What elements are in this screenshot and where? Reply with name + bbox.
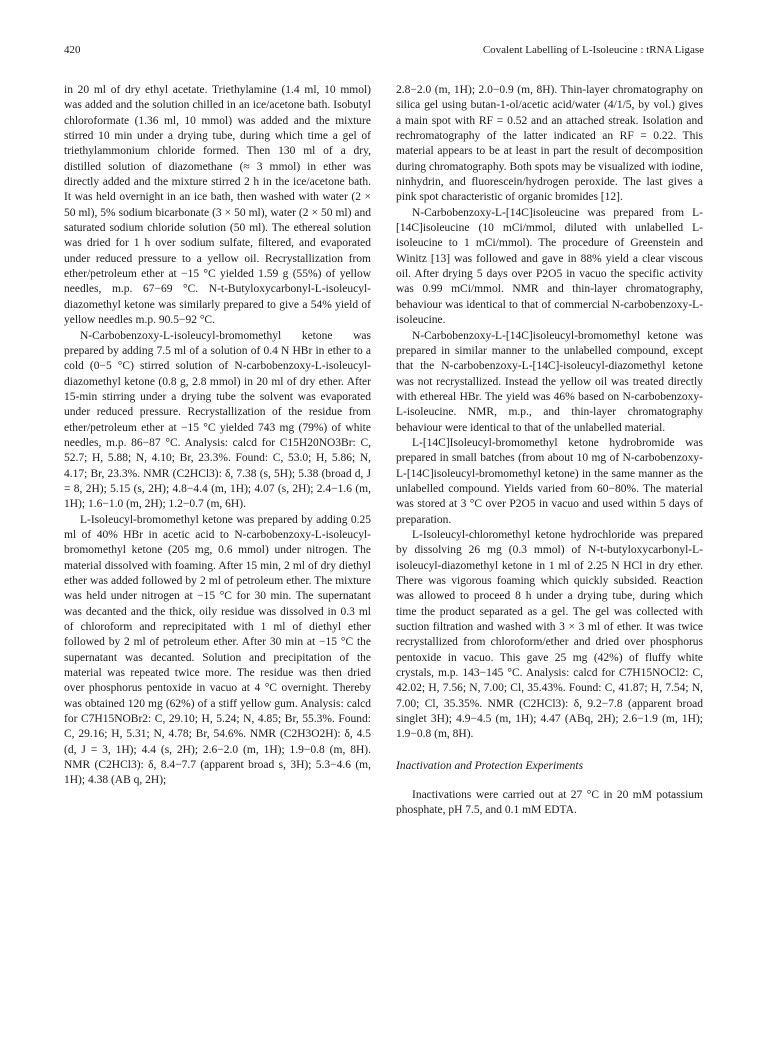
paragraph: N-Carbobenzoxy-L-[14C]isoleucyl-bromomethyl ketone was prepared in similar manner to the unlabelled compound, except that the N-carbobenzoxy-L-[14C]-isoleucyl-diazomethyl ketone was not recrystallized. Instead the yellow oil was treated directly with ethereal HBr. The yield was 46% based on N-carbobenzoxy-L-isoleucine. NMR, m.p., and thin-layer chromatography behaviour were identical to that of the unlabelled material. bbox=[396, 329, 703, 434]
page-number: 420 bbox=[64, 44, 81, 56]
paragraph: N-Carbobenzoxy-L-[14C]isoleucine was prepared from L-[14C]isoleucine (10 mCi/mmol, diluted with unlabelled L-isoleucine to 1 mCi/mmol). The procedure of Greenstein and Winitz [13] was followed and gave in 88% yield a clear viscous oil. After drying 5 days over P2O5 in vacuo the specific activity was 0.99 mCi/mmol. NMR and thin-layer chromatography, behaviour was identical to that of commercial N-carbobenzoxy-L-isoleucine. bbox=[396, 206, 703, 327]
left-column bbox=[64, 83, 371, 789]
paragraph: L-Isoleucyl-chloromethyl ketone hydrochloride was prepared by dissolving 26 mg (0.3 mmol) of N-t-butyloxycarbonyl-L-isoleucyl-diazomethyl ketone in 1 ml of 2.25 N HCl in dry ether. There was vigorous foaming which quickly subsided. Reaction was allowed to proceed 8 h under a drying tube, during which time the product separated as a gel. The gel was collected with suction filtration and washed with 3 × 3 ml of ether. It was twice recrystallized from chloroform/ether and dried over phosphorus pentoxide in vacuo. This gave 25 mg (42%) of fluffy white crystals, m.p. 143−145 °C. Analysis: calcd for C7H15NOCl2: C, 42.02; H, 7.56; N, 7.00; Cl, 35.43%. Found: C, 41.87; H, 7.54; N, 7.00; Cl, 35.35%. NMR (C2HCl3): δ, 9.2−7.8 (apparent broad singlet 3H); 4.9−4.5 (m, 1H); 4.47 (ABq, 2H); 2.6−1.9 (m, 1H); 1.9−0.8 (m, 8H). bbox=[396, 528, 703, 741]
paragraph: L-[14C]Isoleucyl-bromomethyl ketone hydrobromide was prepared in small batches (from about 10 mg of N-carbobenzoxy-L-[14C]isoleucyl-bromomethyl ketone) in the same manner as the unlabelled compound. Yields varied from 60−80%. The material was stored at 3 °C over P2O5 in vacuo and used within 5 days of preparation. bbox=[396, 436, 703, 526]
paragraph: L-Isoleucyl-bromomethyl ketone was prepared by adding 0.25 ml of 40% HBr in acetic acid to N-carbobenzoxy-L-isoleucyl-bromomethyl ketone (205 mg, 0.6 mmol) under nitrogen. The material dissolved with foaming. After 15 min, 2 ml of dry diethyl ether was added followed by 2 ml of petroleum ether. The mixture was held under nitrogen at −15 °C for 30 min. The supernatant was decanted and the thick, oily residue was dissolved in 0.3 ml of chloroform and reprecipitated with 1 ml of diethyl ether followed by 2 ml of petroleum ether. After 30 min at −15 °C the supernatant was decanted. Solution and precipitation of the material was repeated twice more. The residue was then dried over phosphorus pentoxide in vacuo at 4 °C overnight. Thereby was obtained 120 mg (62%) of a stiff yellow gum. Analysis: calcd for C7H15NOBr2: C, 29.10; H, 5.24; N, 4.85; Br, 55.3%. Found: C, 29.16; H, 5.31; N, 4.78; Br, 54.6%. NMR (C2H3O2H): δ, 4.5 (d, J = 3, 1H); 4.4 (s, 2H); 2.6−2.0 (m, 1H); 1.9−0.8 (m, 8H). NMR (C2HCl3): δ, 8.4−7.7 (apparent broad s, 3H); 5.3−4.6 (m, 1H); 4.38 (AB q, 2H); bbox=[64, 513, 371, 787]
paragraph: in 20 ml of dry ethyl acetate. Triethylamine (1.4 ml, 10 mmol) was added and the solution chilled in an ice/acetone bath. Isobutyl chloroformate (1.36 ml, 10 mmol) was added and the mixture stirred 10 min under a drying tube, during which time a gel of triethylammonium chloride formed. Then 130 ml of a dry, distilled solution of diazomethane (≈ 3 mmol) in ether was directly added and the mixture stirred 2 h in the ice/acetone bath. It was held overnight in an ice bath, then washed with water (2 × 50 ml), 5% sodium bicarbonate (3 × 50 ml), water (2 × 50 ml) and saturated sodium chloride solution (50 ml). The ethereal solution was dried for 1 h over sodium sulfate, filtered, and evaporated under reduced pressure to a yellow oil. Recrystallization from ether/petroleum ether at −15 °C yielded 1.59 g (55%) of yellow needles, m.p. 67−69 °C. N-t-Butyloxycarbonyl-L-isoleucyl-diazomethyl ketone was similarly prepared to give a 54% yield of yellow needles m.p. 90.5−92 °C. bbox=[64, 84, 371, 327]
paragraph: 2.8−2.0 (m, 1H); 2.0−0.9 (m, 8H). Thin-layer chromatography on silica gel using butan-1-ol/acetic acid/water (4/1/5, by vol.) gives a main spot with RF = 0.52 and an attached streak. Isolation and rechromatography of the latter indicated an RF = 0.22. This material appears to be at least in part the result of decomposition during chromatography. Both spots may be visualized with iodine, ninhydrin, and fluorescein/hydrogen peroxide. The last gives a pink spot characteristic of organic bromides [12]. bbox=[396, 84, 703, 204]
section-heading: Inactivation and Protection Experiments bbox=[396, 759, 584, 772]
paragraph: N-Carbobenzoxy-L-isoleucyl-bromomethyl ketone was prepared by adding 7.5 ml of a solution of 0.4 N HBr in ether to a cold (0−5 °C) stirred solution of N-carbobenzoxy-L-isoleucyl-diazomethyl ketone (0.8 g, 2.8 mmol) in 20 ml of dry ether. After 15-min stirring under a drying tube the solvent was evaporated under reduced pressure. Recrystallization of the residue from ether/petroleum ether at −15 °C yielded 743 mg (79%) of white needles, m.p. 86−87 °C. Analysis: calcd for C15H20NO3Br: C, 52.7; H, 5.88; N, 4.10; Br, 23.3%. Found: C, 53.0; H, 5.86; N, 4.17; Br, 23.3%. NMR (C2HCl3): δ, 7.38 (s, 5H); 5.38 (broad d, J = 8, 2H); 5.15 (s, 2H); 4.8−4.4 (m, 1H); 4.07 (s, 2H); 2.4−1.6 (m, 1H); 1.6−1.0 (m, 2H); 1.2−0.7 (m, 6H). bbox=[64, 329, 371, 511]
right-column bbox=[396, 83, 703, 819]
page-header bbox=[64, 44, 704, 64]
running-head: Covalent Labelling of L-Isoleucine : tRNA Ligase bbox=[482, 44, 704, 56]
paragraph: Inactivations were carried out at 27 °C in 20 mM potassium phosphate, pH 7.5, and 0.1 mM EDTA. bbox=[396, 789, 703, 817]
